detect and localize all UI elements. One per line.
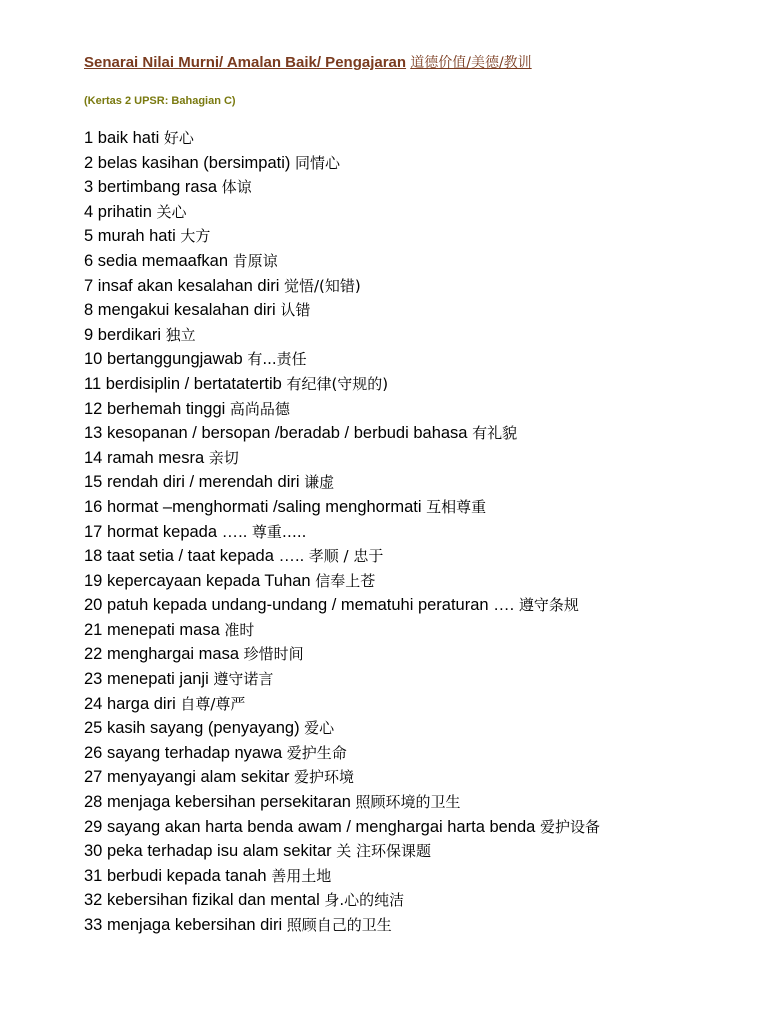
item-malay-term: ramah mesra	[106, 448, 205, 467]
list-item	[84, 470, 744, 495]
list-item	[84, 323, 744, 348]
item-number: 17	[84, 522, 103, 541]
item-malay-term: bertanggungjawab	[106, 350, 243, 369]
item-chinese-term: 爱护设备	[539, 817, 600, 836]
item-malay-term: insaf akan kesalahan diri	[97, 276, 280, 295]
item-number: 4	[84, 202, 94, 221]
item-number: 31	[84, 866, 103, 885]
item-chinese-term: 善用土地	[271, 866, 332, 885]
list-item	[84, 224, 744, 249]
title-malay: Senarai Nilai Murni/ Amalan Baik/ Pengajaran	[84, 54, 407, 71]
item-number: 32	[84, 891, 103, 910]
item-chinese-term: 互相尊重	[426, 497, 487, 516]
item-malay-term: menjaga kebersihan diri	[106, 916, 283, 934]
list-item	[84, 347, 744, 372]
item-number: 16	[84, 497, 103, 516]
list-item	[84, 741, 744, 766]
list-item	[84, 815, 744, 840]
item-chinese-term: 身.心的纯洁	[324, 891, 405, 910]
item-chinese-term: 觉悟/(知错)	[284, 276, 361, 295]
list-item	[84, 667, 744, 692]
item-number: 14	[84, 448, 103, 467]
item-chinese-term: 肯原谅	[232, 251, 278, 270]
document-subtitle: (Kertas 2 UPSR: Bahagian C)	[84, 95, 236, 107]
item-chinese-term: 关 注环保课题	[336, 842, 432, 861]
list-item	[84, 913, 744, 938]
list-item	[84, 175, 744, 200]
item-malay-term: prihatin	[97, 202, 152, 221]
item-number: 9	[84, 325, 94, 344]
item-number: 2	[84, 153, 94, 172]
item-chinese-term: 同情心	[294, 153, 340, 172]
item-chinese-term: 遵守条规	[518, 596, 579, 615]
item-number: 27	[84, 768, 103, 787]
item-number: 26	[84, 743, 103, 762]
document-title	[84, 52, 744, 74]
item-chinese-term: 爱心	[304, 719, 335, 738]
list-item	[84, 593, 744, 618]
item-chinese-term: 关心	[156, 202, 187, 221]
item-malay-term: sayang akan harta benda awam / menghargai harta benda	[106, 817, 536, 836]
item-malay-term: mengakui kesalahan diri	[97, 301, 276, 320]
item-chinese-term: 有礼貌	[472, 424, 518, 443]
list-item	[84, 495, 744, 520]
item-chinese-term: 高尚品德	[229, 399, 290, 418]
list-item	[84, 421, 744, 446]
item-malay-term: bertimbang rasa	[97, 178, 218, 197]
item-chinese-term: 信奉上苍	[315, 571, 376, 590]
list-item	[84, 520, 744, 545]
item-chinese-term: 好心	[163, 129, 194, 147]
item-malay-term: taat setia / taat kepada …..	[106, 547, 305, 566]
item-number: 6	[84, 251, 94, 270]
item-malay-term: kebersihan fizikal dan mental	[106, 891, 320, 910]
item-chinese-term: 谦虚	[304, 473, 335, 492]
item-chinese-term: 孝顺 / 忠于	[308, 547, 384, 566]
item-number: 19	[84, 571, 103, 590]
list-item	[84, 642, 744, 667]
item-malay-term: rendah diri / merendah diri	[106, 473, 300, 492]
item-malay-term: berdikari	[97, 325, 162, 344]
item-chinese-term: 遵守诺言	[213, 670, 274, 689]
list-item	[84, 200, 744, 225]
item-chinese-term: 独立	[165, 325, 196, 344]
item-number: 29	[84, 817, 103, 836]
item-number: 15	[84, 473, 103, 492]
list-item	[84, 618, 744, 643]
item-malay-term: menepati masa	[106, 620, 220, 639]
item-chinese-term: 自尊/尊严	[180, 694, 246, 713]
list-item	[84, 692, 744, 717]
item-malay-term: berbudi kepada tanah	[106, 866, 267, 885]
item-chinese-term: 爱护生命	[286, 743, 347, 762]
item-malay-term: sayang terhadap nyawa	[106, 743, 283, 762]
item-malay-term: sedia memaafkan	[97, 251, 229, 270]
item-number: 30	[84, 842, 103, 861]
list-item	[84, 249, 744, 274]
list-item	[84, 372, 744, 397]
item-chinese-term: 爱护环境	[294, 768, 355, 787]
item-chinese-term: 大方	[180, 227, 211, 246]
list-item	[84, 765, 744, 790]
list-item	[84, 274, 744, 299]
item-malay-term: menjaga kebersihan persekitaran	[106, 793, 351, 812]
item-chinese-term: 准时	[224, 620, 255, 639]
item-chinese-term: 照顾自己的卫生	[286, 916, 392, 934]
title-chinese: 道德价值/美德/教训	[410, 55, 532, 71]
item-number: 28	[84, 793, 103, 812]
item-malay-term: menyayangi alam sekitar	[106, 768, 290, 787]
item-chinese-term: 珍惜时间	[243, 645, 304, 664]
document-page	[84, 52, 744, 938]
list-item	[84, 569, 744, 594]
item-malay-term: kesopanan / bersopan /beradab / berbudi bahasa	[106, 424, 468, 443]
item-number: 22	[84, 645, 103, 664]
list-item	[84, 298, 744, 323]
item-number: 20	[84, 596, 103, 615]
item-chinese-term: 亲切	[208, 448, 239, 467]
item-malay-term: hormat –menghormati /saling menghormati	[106, 497, 422, 516]
list-item	[84, 126, 744, 151]
item-number: 11	[84, 374, 102, 393]
item-number: 12	[84, 399, 103, 418]
item-number: 10	[84, 350, 103, 369]
item-malay-term: berdisiplin / bertatatertib	[105, 374, 282, 393]
item-number: 25	[84, 719, 103, 738]
item-malay-term: menghargai masa	[106, 645, 240, 664]
item-number: 5	[84, 227, 94, 246]
item-chinese-term: 认错	[280, 301, 311, 320]
item-malay-term: kasih sayang (penyayang)	[106, 719, 300, 738]
item-number: 13	[84, 424, 103, 443]
item-number: 24	[84, 694, 103, 713]
item-malay-term: patuh kepada undang-undang / mematuhi peraturan ….	[106, 596, 515, 615]
item-number: 3	[84, 178, 94, 197]
item-chinese-term: 尊重…..	[251, 522, 307, 541]
list-item	[84, 864, 744, 889]
item-malay-term: hormat kepada …..	[106, 522, 248, 541]
item-number: 1	[84, 129, 94, 147]
item-malay-term: kepercayaan kepada Tuhan	[106, 571, 311, 590]
item-malay-term: peka terhadap isu alam sekitar	[106, 842, 332, 861]
list-item	[84, 888, 744, 913]
item-malay-term: baik hati	[97, 129, 160, 147]
item-chinese-term: 照顾环境的卫生	[355, 793, 461, 812]
item-malay-term: harga diri	[106, 694, 176, 713]
item-chinese-term: 有...责任	[247, 350, 307, 369]
item-chinese-term: 有纪律(守规的)	[286, 374, 389, 393]
list-item	[84, 716, 744, 741]
item-number: 7	[84, 276, 94, 295]
values-list	[84, 126, 744, 938]
item-number: 33	[84, 916, 103, 934]
list-item	[84, 544, 744, 569]
item-malay-term: menepati janji	[106, 670, 209, 689]
item-malay-term: berhemah tinggi	[106, 399, 226, 418]
list-item	[84, 397, 744, 422]
list-item	[84, 446, 744, 471]
item-number: 18	[84, 547, 103, 566]
item-malay-term: murah hati	[97, 227, 176, 246]
item-number: 23	[84, 670, 103, 689]
item-number: 8	[84, 301, 94, 320]
list-item	[84, 790, 744, 815]
list-item	[84, 839, 744, 864]
item-malay-term: belas kasihan (bersimpati)	[97, 153, 291, 172]
list-item	[84, 151, 744, 176]
item-number: 21	[84, 620, 103, 639]
item-chinese-term: 体谅	[221, 178, 252, 197]
